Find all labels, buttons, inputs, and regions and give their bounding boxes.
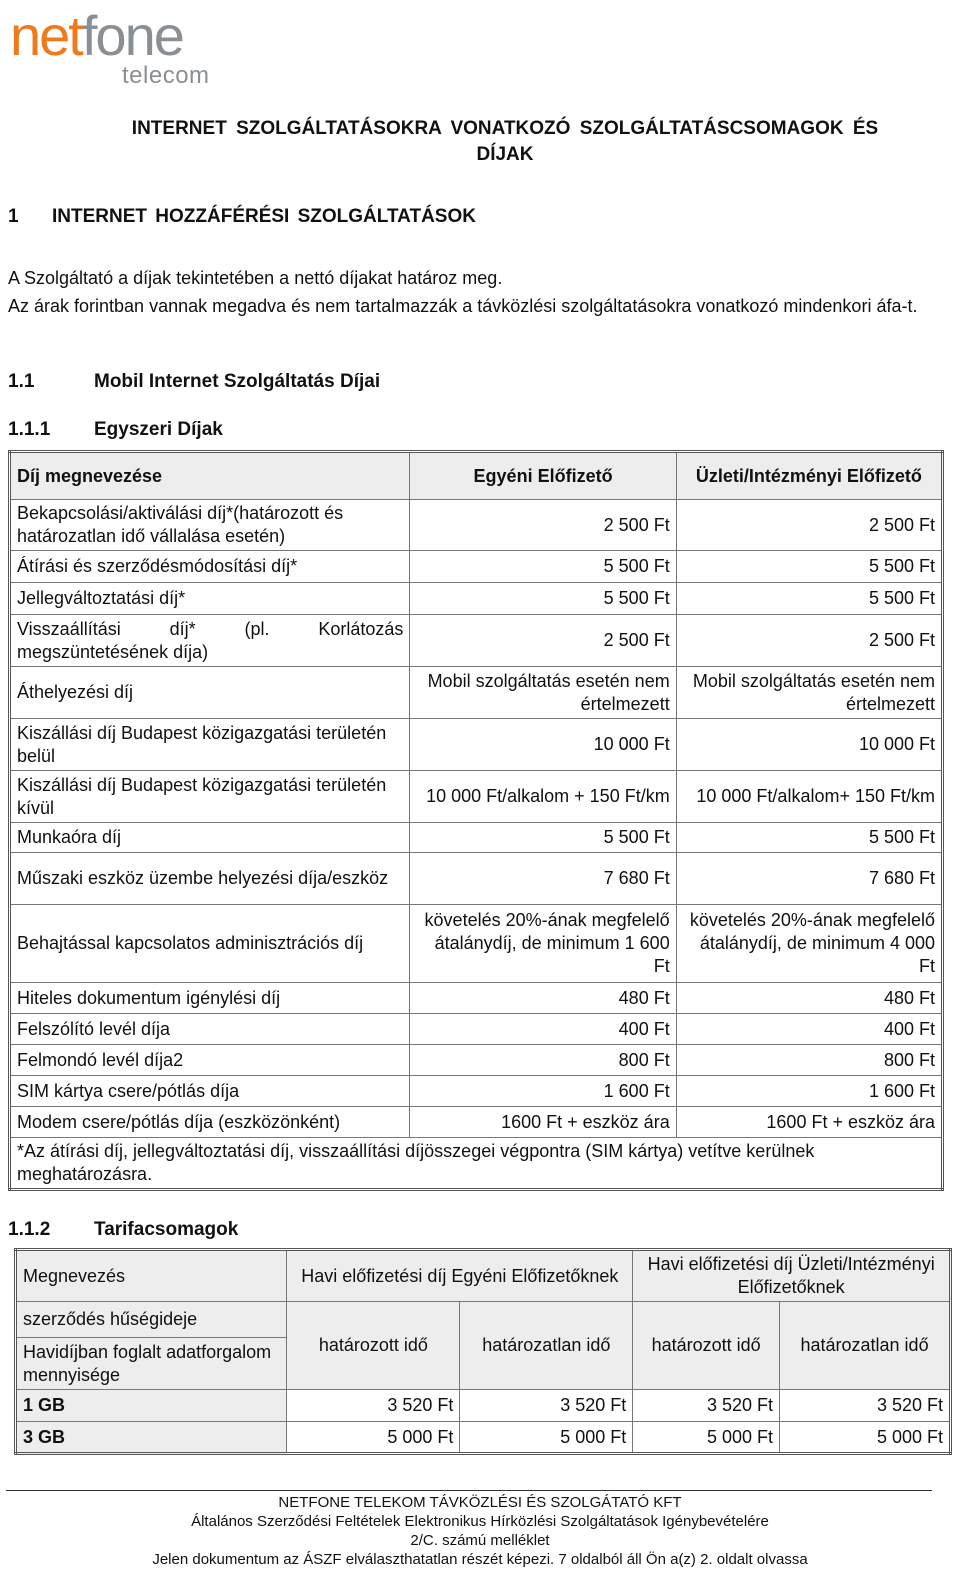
fee-individual: 10 000 Ft/alkalom + 150 Ft/km [410, 771, 676, 823]
table-row [10, 823, 943, 853]
table-row [10, 1076, 943, 1107]
table-row [10, 853, 943, 905]
table-row [16, 1390, 951, 1422]
label-traffic: Havidíjban foglalt adatforgalom mennyisége [16, 1338, 287, 1390]
fee-business: 5 500 Ft [676, 583, 942, 615]
package-price: 5 000 Ft [287, 1422, 460, 1454]
fee-business: 5 500 Ft [676, 551, 942, 583]
business-fixed-term: határozott idő [633, 1302, 780, 1390]
package-price: 3 520 Ft [780, 1390, 951, 1422]
intro-line-1: A Szolgáltató a díjak tekintetében a nettó díjakat határoz meg. [8, 268, 503, 288]
tariff-table [14, 1248, 952, 1455]
fee-individual: 5 500 Ft [410, 823, 676, 853]
table-row [10, 583, 943, 615]
fee-business: 800 Ft [676, 1045, 942, 1076]
section-title: Mobil Internet Szolgáltatás Díjai [94, 371, 381, 392]
table-row [10, 983, 943, 1014]
table-row [10, 1014, 943, 1045]
fee-name: SIM kártya csere/pótlás díja [10, 1076, 410, 1107]
section-1-1-1-heading [8, 419, 223, 441]
fee-individual: 10 000 Ft [410, 719, 676, 771]
footer-annex: 2/C. számú melléklet [410, 1532, 550, 1549]
fee-individual: 5 500 Ft [410, 551, 676, 583]
fee-individual: 400 Ft [410, 1014, 676, 1045]
package-name: 1 GB [16, 1390, 287, 1422]
section-number: 1.1 [8, 371, 35, 392]
package-price: 5 000 Ft [633, 1422, 780, 1454]
section-number: 1 [8, 206, 19, 227]
section-number: 1.1.2 [8, 1219, 51, 1240]
package-price: 3 520 Ft [287, 1390, 460, 1422]
table-row [10, 551, 943, 583]
fee-name: Bekapcsolási/aktiválási díj*(határozott és határozatlan idő vállalása esetén) [10, 500, 410, 551]
fee-business: 1 600 Ft [676, 1076, 942, 1107]
fee-name: Jellegváltoztatási díj* [10, 583, 410, 615]
business-header: Üzleti/Intézményi Előfizető [676, 452, 942, 500]
fee-business: 5 500 Ft [676, 823, 942, 853]
table-row [10, 667, 943, 719]
fee-name: Behajtással kapcsolatos adminisztrációs díj [10, 905, 410, 983]
logo-telecom: telecom [122, 62, 210, 89]
section-title: Tarifacsomagok [94, 1219, 239, 1240]
footer-terms: Általános Szerződési Feltételek Elektronikus Hírközlési Szolgáltatások Igénybevételére [191, 1513, 769, 1530]
fee-individual: 1600 Ft + eszköz ára [410, 1107, 676, 1138]
individual-fixed-term: határozott idő [287, 1302, 460, 1390]
tariff-header-row [16, 1250, 951, 1302]
tariff-commit-row [16, 1302, 951, 1338]
fee-name: Felszólító levél díja [10, 1014, 410, 1045]
footer-page-info: Jelen dokumentum az ÁSZF elválaszthatatlan részét képezi. 7 oldalból áll Ön a(z) 2. oldalt olvassa [152, 1551, 808, 1568]
fee-business: 400 Ft [676, 1014, 942, 1045]
section-title: Egyszeri Díjak [94, 419, 223, 440]
individual-indefinite-term: határozatlan idő [460, 1302, 633, 1390]
fees-footnote: *Az átírási díj, jellegváltoztatási díj, visszaállítási díjösszegei végpontra (SIM kártya) vetítve kerülnek meghatározásra. [10, 1138, 943, 1190]
fee-individual: 7 680 Ft [410, 853, 676, 905]
package-name: 3 GB [16, 1422, 287, 1454]
fee-name: Felmondó levél díja2 [10, 1045, 410, 1076]
fee-name: Hiteles dokumentum igénylési díj [10, 983, 410, 1014]
individual-header: Egyéni Előfizető [410, 452, 676, 500]
intro-paragraph [8, 264, 938, 320]
footnote-row [10, 1138, 943, 1190]
fee-business: 2 500 Ft [676, 615, 942, 667]
fee-business: 2 500 Ft [676, 500, 942, 551]
individual-fee-header: Havi előfizetési díj Egyéni Előfizetőknek [287, 1250, 633, 1302]
fee-name: Átírási és szerződésmódosítási díj* [10, 551, 410, 583]
fee-individual: 2 500 Ft [410, 615, 676, 667]
footer-company: NETFONE TELEKOM TÁVKÖZLÉSI ÉS SZOLGÁTATÓ KFT [278, 1494, 682, 1511]
section-1-1-heading [8, 371, 380, 393]
package-price: 5 000 Ft [460, 1422, 633, 1454]
table-row [10, 500, 943, 551]
logo-net: net [10, 4, 82, 67]
table-row [10, 1045, 943, 1076]
fee-business: 7 680 Ft [676, 853, 942, 905]
fee-business: követelés 20%-ának megfelelő átalánydíj, de minimum 4 000 Ft [676, 905, 942, 983]
table-row [10, 1107, 943, 1138]
page-footer [0, 1493, 960, 1569]
fee-business: 10 000 Ft/alkalom+ 150 Ft/km [676, 771, 942, 823]
table-row [10, 719, 943, 771]
fee-name: Munkaóra díj [10, 823, 410, 853]
fee-name: Áthelyezési díj [10, 667, 410, 719]
business-fee-header: Havi előfizetési díj Üzleti/Intézményi Előfizetőknek [633, 1250, 951, 1302]
fee-business: 1600 Ft + eszköz ára [676, 1107, 942, 1138]
section-title: INTERNET HOZZÁFÉRÉSI SZOLGÁLTATÁSOK [52, 206, 476, 227]
fee-individual: 480 Ft [410, 983, 676, 1014]
table-row [10, 905, 943, 983]
table-row [10, 615, 943, 667]
fees-table [8, 450, 944, 1191]
table-row [10, 771, 943, 823]
fee-name: Kiszállási díj Budapest közigazgatási területén belül [10, 719, 410, 771]
fee-business: 10 000 Ft [676, 719, 942, 771]
fee-individual: 2 500 Ft [410, 500, 676, 551]
label-name: Megnevezés [16, 1250, 287, 1302]
fee-individual: 5 500 Ft [410, 583, 676, 615]
footer-divider [6, 1490, 932, 1491]
fee-name: Visszaállítási díj* (pl. Korlátozás megszüntetésének díja) [10, 615, 410, 667]
section-number: 1.1.1 [8, 419, 51, 440]
netfone-logo [8, 0, 228, 92]
package-price: 5 000 Ft [780, 1422, 951, 1454]
section-1-heading [8, 206, 476, 228]
intro-line-2: Az árak forintban vannak megadva és nem tartalmazzák a távközlési szolgáltatásokra vonatkozó mindenkori áfa-t. [8, 296, 918, 316]
business-indefinite-term: határozatlan idő [780, 1302, 951, 1390]
package-price: 3 520 Ft [460, 1390, 633, 1422]
section-1-1-2-heading [8, 1219, 238, 1241]
label-commitment: szerződés hűségideje [16, 1302, 287, 1338]
fee-individual: Mobil szolgáltatás esetén nem értelmezett [410, 667, 676, 719]
title-line-2: DÍJAK [476, 144, 534, 165]
title-line-1: INTERNET SZOLGÁLTATÁSOKRA VONATKOZÓ SZOLGÁLTATÁSCSOMAGOK ÉS [131, 118, 879, 139]
fee-name-header: Díj megnevezése [10, 452, 410, 500]
fee-name: Kiszállási díj Budapest közigazgatási területén kívül [10, 771, 410, 823]
document-title [60, 116, 950, 168]
fee-individual: követelés 20%-ának megfelelő átalánydíj, de minimum 1 600 Ft [410, 905, 676, 983]
fee-individual: 1 600 Ft [410, 1076, 676, 1107]
table-row [16, 1422, 951, 1454]
fees-header-row [10, 452, 943, 500]
fee-business: Mobil szolgáltatás esetén nem értelmezett [676, 667, 942, 719]
fee-name: Modem csere/pótlás díja (eszközönként) [10, 1107, 410, 1138]
package-price: 3 520 Ft [633, 1390, 780, 1422]
fee-individual: 800 Ft [410, 1045, 676, 1076]
fee-business: 480 Ft [676, 983, 942, 1014]
logo-fone: fone [81, 4, 183, 67]
fee-name: Műszaki eszköz üzembe helyezési díja/eszköz [10, 853, 410, 905]
